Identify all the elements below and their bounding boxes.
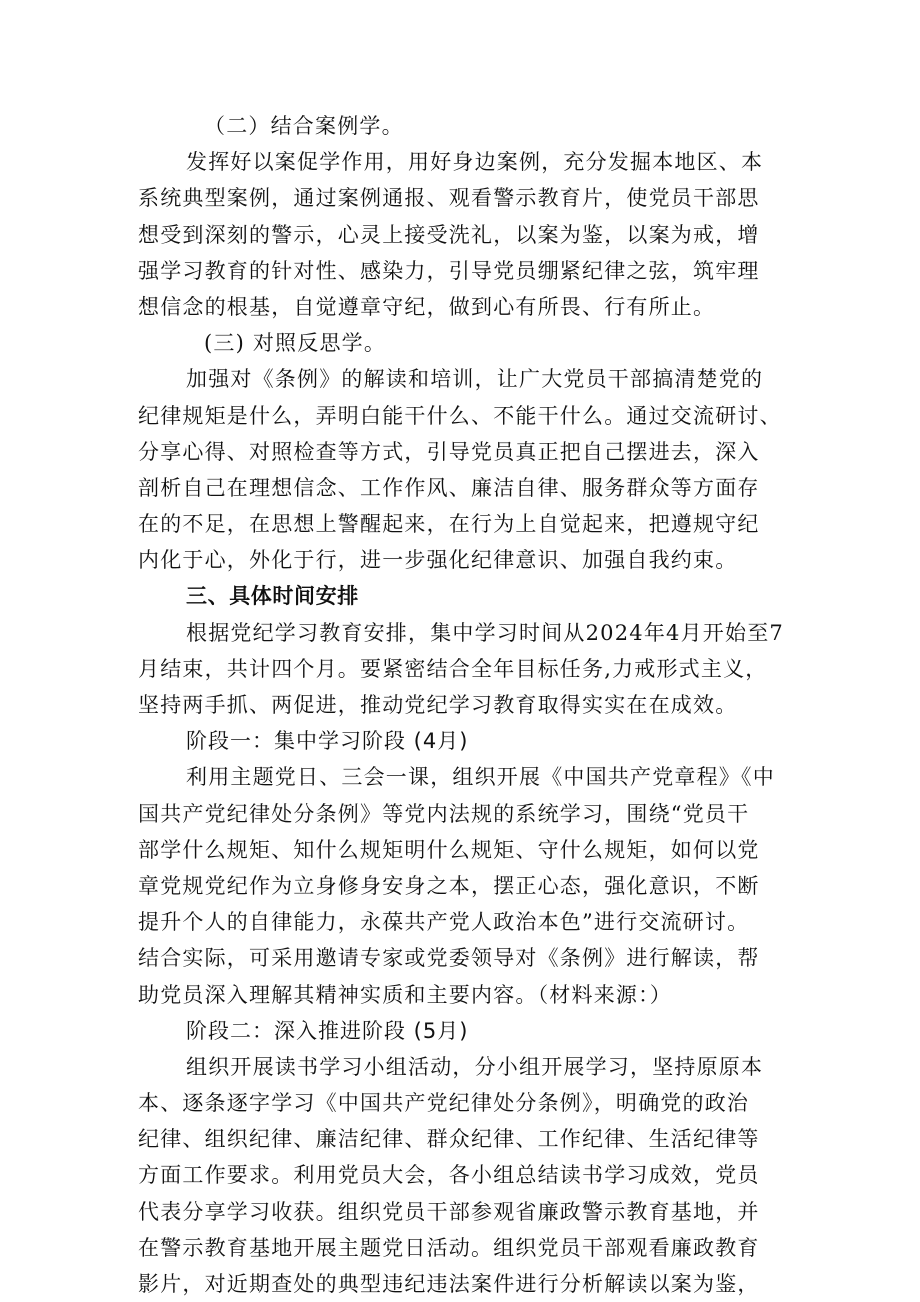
section-2-line: 想信念的根基，自觉遵章守纪，做到心有所畏、行有所止。 bbox=[138, 294, 716, 319]
heading-schedule: 三、具体时间安排 bbox=[186, 584, 359, 609]
section-3-line: 在的不足，在思想上警醒起来，在行为上自觉起来，把遵规守纪 bbox=[138, 512, 760, 537]
stage-1-line: 提升个人的自律能力，永葆共产党人政治本色”进行交流研讨。 bbox=[138, 910, 750, 935]
section-2-line: 强学习教育的针对性、感染力，引导党员绷紧纪律之弦，筑牢理 bbox=[138, 258, 760, 283]
stage-1-line: 章党规党纪作为立身修身安身之本，摆正心态，强化意识，不断 bbox=[138, 873, 760, 898]
section-3-line: 内化于心，外化于行，进一步强化纪律意识、加强自我约束。 bbox=[138, 548, 738, 573]
section-3-line: 分享心得、对照检查等方式，引导党员真正把自己摆进去，深入 bbox=[138, 439, 760, 464]
stage-1-line: 部学什么规矩、知什么规矩明什么规矩、守什么规矩，如何以党 bbox=[138, 837, 760, 862]
stage-2-title: 阶段二：深入推进阶段 (5月) bbox=[186, 1018, 469, 1043]
stage-2-line: 影片，对近期查处的典型违纪违法案件进行分析解读以案为鉴， bbox=[138, 1272, 760, 1296]
section-3-line: 剖析自己在理想信念、工作作风、廉洁自律、服务群众等方面存 bbox=[138, 475, 760, 500]
section-3-title: (三) 对照反思学。 bbox=[204, 331, 387, 356]
document-page bbox=[138, 108, 798, 1302]
section-3-line: 加强对《条例》的解读和培训，让广大党员干部搞清楚党的 bbox=[186, 367, 764, 392]
section-2-title: （二）结合案例学。 bbox=[204, 114, 404, 138]
stage-1-title: 阶段一：集中学习阶段 (4月) bbox=[186, 729, 469, 754]
section-2-line: 发挥好以案促学作用，用好身边案例，充分发掘本地区、本 bbox=[186, 150, 764, 175]
stage-2-line: 方面工作要求。利用党员大会，各小组总结读书学习成效，党员 bbox=[138, 1163, 760, 1188]
schedule-line: 月结束，共计四个月。要紧密结合全年目标任务,力戒形式主义， bbox=[138, 656, 768, 681]
schedule-line: 坚持两手抓、两促进，推动党纪学习教育取得实实在在成效。 bbox=[138, 693, 738, 717]
stage-2-line: 纪律、组织纪律、廉洁纪律、群众纪律、工作纪律、生活纪律等 bbox=[138, 1127, 760, 1152]
section-3-line: 纪律规矩是什么，弄明白能干什么、不能干什么。通过交流研讨、 bbox=[138, 403, 782, 428]
schedule-line: 根据党纪学习教育安排，集中学习时间从2024年4月开始至7 bbox=[186, 620, 784, 645]
stage-2-line: 组织开展读书学习小组活动，分小组开展学习，坚持原原本 bbox=[186, 1054, 764, 1079]
section-2-line: 想受到深刻的警示，心灵上接受洗礼，以案为鉴，以案为戒，增 bbox=[138, 222, 760, 247]
stage-2-line: 代表分享学习收获。组织党员干部参观省廉政警示教育基地，并 bbox=[138, 1199, 760, 1224]
stage-2-line: 在警示教育基地开展主题党日活动。组织党员干部观看廉政教育 bbox=[138, 1235, 760, 1260]
stage-1-line: 利用主题党日、三会一课，组织开展《中国共产党章程》《中 bbox=[186, 765, 775, 790]
stage-1-line: 国共产党纪律处分条例》等党内法规的系统学习，围绕“党员干 bbox=[138, 801, 750, 826]
stage-1-line: 结合实际，可采用邀请专家或党委领导对《条例》进行解读，帮 bbox=[138, 946, 760, 971]
stage-2-line: 本、逐条逐字学习《中国共产党纪律处分条例》，明确党的政治 bbox=[138, 1091, 750, 1116]
section-2-line: 系统典型案例，通过案例通报、观看警示教育片，使党员干部思 bbox=[138, 186, 760, 211]
stage-1-line: 助党员深入理解其精神实质和主要内容。（材料来源：） bbox=[138, 982, 672, 1007]
